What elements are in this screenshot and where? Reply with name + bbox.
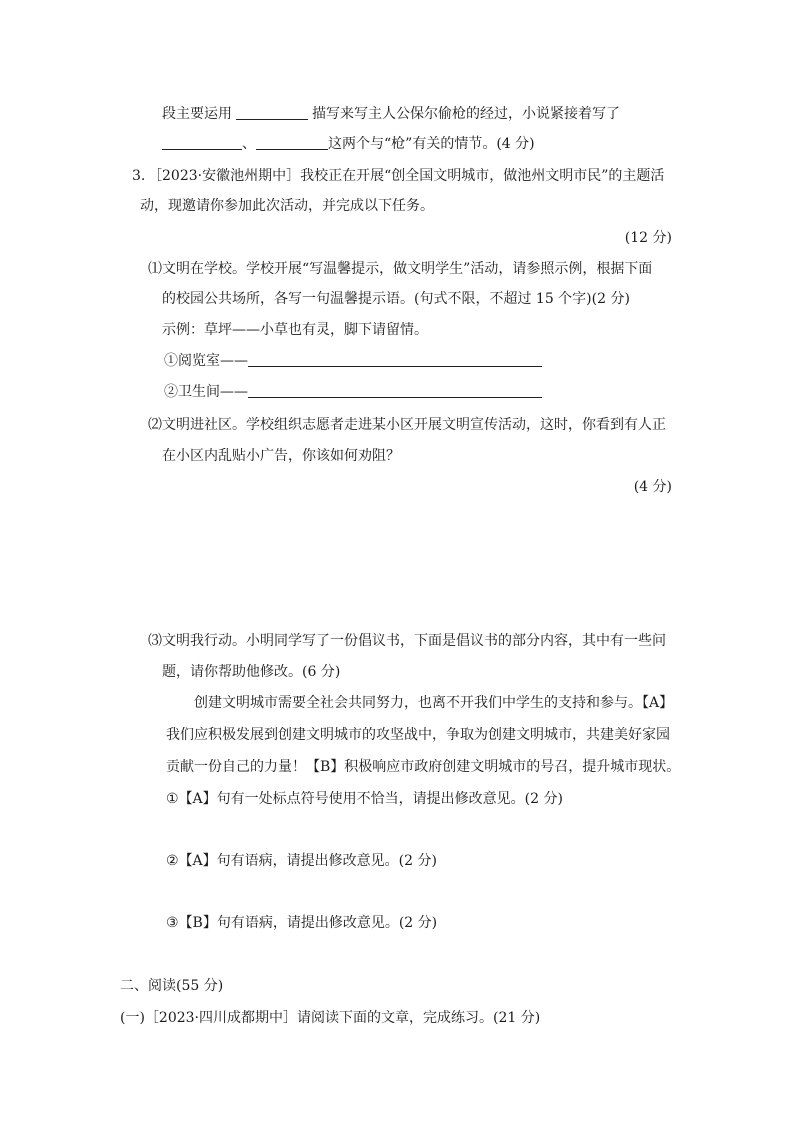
section2-title: 二、阅读(55 分) [120,978,224,994]
q3-number: 3. [132,168,146,184]
answer-line[interactable] [248,383,542,398]
q3-sub3-line-2: 题，请你帮助他修改。(6 分) [162,664,341,680]
q3-sub1-line-1: ⑴文明在学校。学校开展“写温馨提示，做文明学生”活动，请参照示例，根据下面 [148,261,653,277]
q3-intro-line-2: 动，现邀请你参加此次活动，并完成以下任务。 [140,198,434,214]
q3-sub3-passage-line-1: 创建文明城市需要全社会共同努力，也离不开我们中学生的支持和参与。【A】 [194,695,674,711]
q2-separator: 、 [242,136,256,152]
q3-sub1-item-1 [164,351,542,371]
q3-sub2-score: (4 分) [633,479,672,495]
q3-sub3-task-1: ①【A】句有一处标点符号使用不恰当，请提出修改意见。(2 分) [166,791,563,807]
answer-blank[interactable] [256,135,328,150]
item-label: ②卫生间—— [164,384,248,400]
q3-sub1-example: 示例：草坪——小草也有灵，脚下请留情。 [162,322,428,338]
q3-intro-line-1: ［2023·安徽池州期中］我校正在开展“创全国文明城市，做池州文明市民”的主题活 [148,168,665,184]
q3-sub2-line-2: 在小区内乱贴小广告，你该如何劝阻？ [162,448,400,464]
answer-blank[interactable] [162,135,242,150]
q2-text-b: 描写来写主人公保尔偷枪的经过，小说紧接着写了 [312,106,620,122]
item-label: ①阅览室—— [164,353,248,369]
q3-sub3-task-3: ③【B】句有语病，请提出修改意见。(2 分) [166,915,438,931]
q3-sub3-passage-line-2: 我们应积极发展到创建文明城市的攻坚战中，争取为创建文明城市，共建美好家园 [166,727,670,743]
q3-sub3-passage-line-3: 贡献一份自己的力量！【B】积极响应市政府创建文明城市的号召，提升城市现状。 [166,759,681,775]
q2-line-2 [162,134,535,154]
answer-blank[interactable] [236,105,308,120]
section2-part1-title: (一)［2023·四川成都期中］请阅读下面的文章，完成练习。(21 分) [120,1010,541,1026]
q3-sub2-line-1: ⑵文明进社区。学校组织志愿者走进某小区开展文明宣传活动，这时，你看到有人正 [148,417,666,433]
q2-text-a: 段主要运用 [162,106,232,122]
q2-text-c: 这两个与“枪”有关的情节。(4 分) [328,136,535,152]
q3-sub1-item-2 [164,382,542,402]
q2-line-1 [162,104,620,124]
q3-sub3-line-1: ⑶文明我行动。小明同学写了一份倡议书，下面是倡议书的部分内容，其中有一些问 [148,633,666,649]
q3-score: (12 分) [624,230,672,246]
q3-sub3-task-2: ②【A】句有语病，请提出修改意见。(2 分) [166,853,437,869]
q3-sub1-line-2: 的校园公共场所，各写一句温馨提示语。(句式不限，不超过 15 个字)(2 分) [162,291,630,307]
answer-line[interactable] [248,352,542,367]
